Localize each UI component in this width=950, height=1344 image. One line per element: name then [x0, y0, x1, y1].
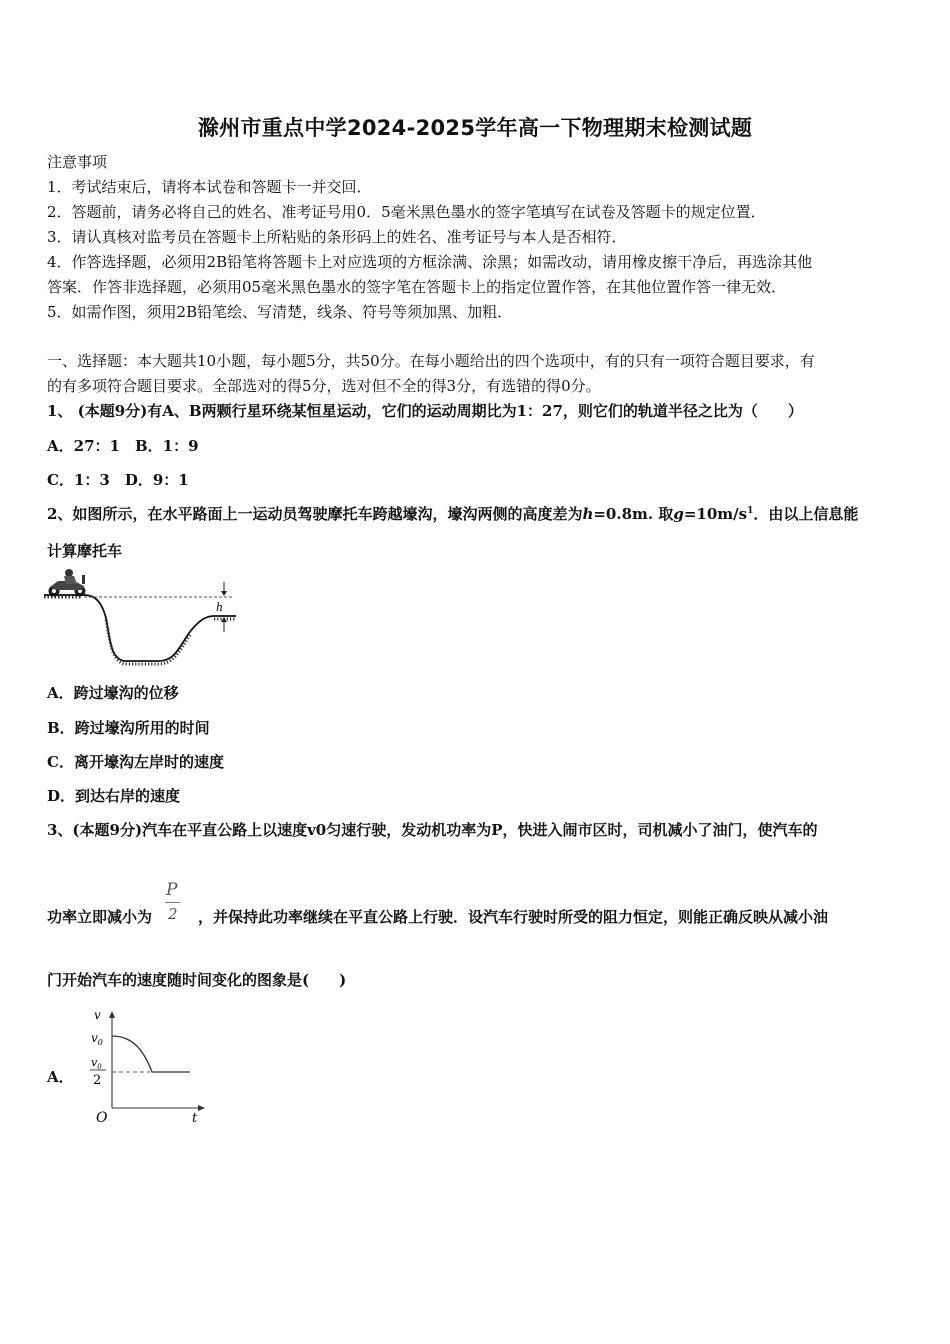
q2-h-symbol: h — [582, 505, 594, 523]
half-v0-numerator — [91, 1056, 102, 1071]
v0-label-base: v — [91, 1031, 98, 1045]
origin-label: O — [96, 1110, 108, 1126]
half-v0-num-base: v — [91, 1056, 98, 1069]
ditch-profile — [44, 595, 236, 661]
q1-options-row2: C．1：3 D．9：1 — [47, 471, 189, 489]
v0-label — [91, 1031, 103, 1047]
q3-option-a-label: A． — [47, 1068, 74, 1086]
half-v0-denominator: 2 — [93, 1073, 102, 1088]
velocity-curve — [112, 1036, 190, 1072]
motorcycle-icon — [49, 569, 86, 597]
height-label-h: h — [216, 601, 224, 614]
q2-stem-c: =10m/s — [683, 505, 748, 523]
ditch-figure — [44, 568, 244, 673]
page-title: 滁州市重点中学2024-2025学年高一下物理期末检测试题 — [197, 116, 753, 140]
axis-label-t: t — [192, 1111, 198, 1126]
q2-option-d: D．到达右岸的速度 — [47, 787, 181, 805]
q1-stem: 1、 (本题9分)有A、B两颗行星环绕某恒星运动，它们的运动周期比为1：27，则它们的轨道半径之比为（ ） — [47, 402, 803, 420]
notice-item: 5．如需作图，须用2B铅笔绘、写清楚，线条、符号等须加黑、加粗． — [47, 303, 513, 321]
section-heading: 一、选择题：本大题共10小题，每小题5分，共50分。在每小题给出的四个选项中，有的只有一项符合题目要求，有 — [47, 352, 815, 370]
notice-item: 3．请认真核对监考员在答题卡上所粘贴的条形码上的姓名、准考证号与本人是否相符． — [47, 228, 627, 246]
fraction-bar — [165, 902, 180, 903]
q3-stem-line2a: 功率立即减小为 — [47, 908, 153, 926]
q3-stem-line1: 3、(本题9分)汽车在平直公路上以速度v0匀速行驶，发动机功率为P，快进入闹市区时，司机减小了油门，使汽车的 — [47, 821, 818, 839]
notice-item: 2．答题前，请务必将自己的姓名、准考证号用0．5毫米黑色墨水的签字笔填写在试卷及答题卡的规定位置． — [47, 203, 766, 221]
notice-item: 4．作答选择题，必须用2B铅笔将答题卡上对应选项的方框涂满、涂黑；如需改动，请用橡皮擦干净后，再选涂其他 — [47, 253, 813, 271]
q2-option-b: B．跨过壕沟所用的时间 — [47, 719, 210, 737]
q2-stem-d: ．由以上信息能 — [753, 505, 859, 523]
axis-label-v: v — [94, 1008, 101, 1022]
q2-stem-sup: 1 — [747, 506, 754, 516]
q3-stem-line2b: ，并保持此功率继续在平直公路上行驶．设汽车行驶时所受的阻力恒定，则能正确反映从减小油 — [198, 908, 829, 926]
q2-g-symbol: g — [673, 505, 684, 523]
q3-stem-line3: 门开始汽车的速度随时间变化的图象是( ) — [47, 971, 347, 989]
half-v0-num-sub: 0 — [97, 1063, 102, 1071]
notice-item: 1．考试结束后，请将本试卷和答题卡一并交回． — [47, 178, 372, 196]
fraction-numerator: P — [166, 880, 178, 900]
q2-stem-a: 2、如图所示，在水平路面上一运动员驾驶摩托车跨越壕沟，壕沟两侧的高度差为 — [47, 505, 583, 523]
velocity-time-graph — [86, 1008, 211, 1128]
fraction-denominator: 2 — [168, 905, 178, 923]
q1-options-row1: A．27：1 B．1：9 — [47, 437, 199, 455]
q2-stem-line2: 计算摩托车 — [47, 542, 123, 560]
v0-label-sub: 0 — [97, 1038, 103, 1047]
q2-option-a: A．跨过壕沟的位移 — [47, 684, 179, 702]
q2-stem-b: =0.8m. 取 — [593, 505, 674, 523]
q2-option-c: C．离开壕沟左岸时的速度 — [47, 753, 224, 771]
notice-item: 答案．作答非选择题，必须用05毫米黑色墨水的签字笔在答题卡上的指定位置作答，在其他位置作答一律无效． — [47, 278, 787, 296]
q2-stem — [47, 504, 858, 524]
notice-heading: 注意事项 — [47, 153, 108, 171]
section-heading-cont: 的有多项符合题目要求。全部选对的得5分，选对但不全的得3分，有选错的得0分。 — [47, 377, 601, 395]
